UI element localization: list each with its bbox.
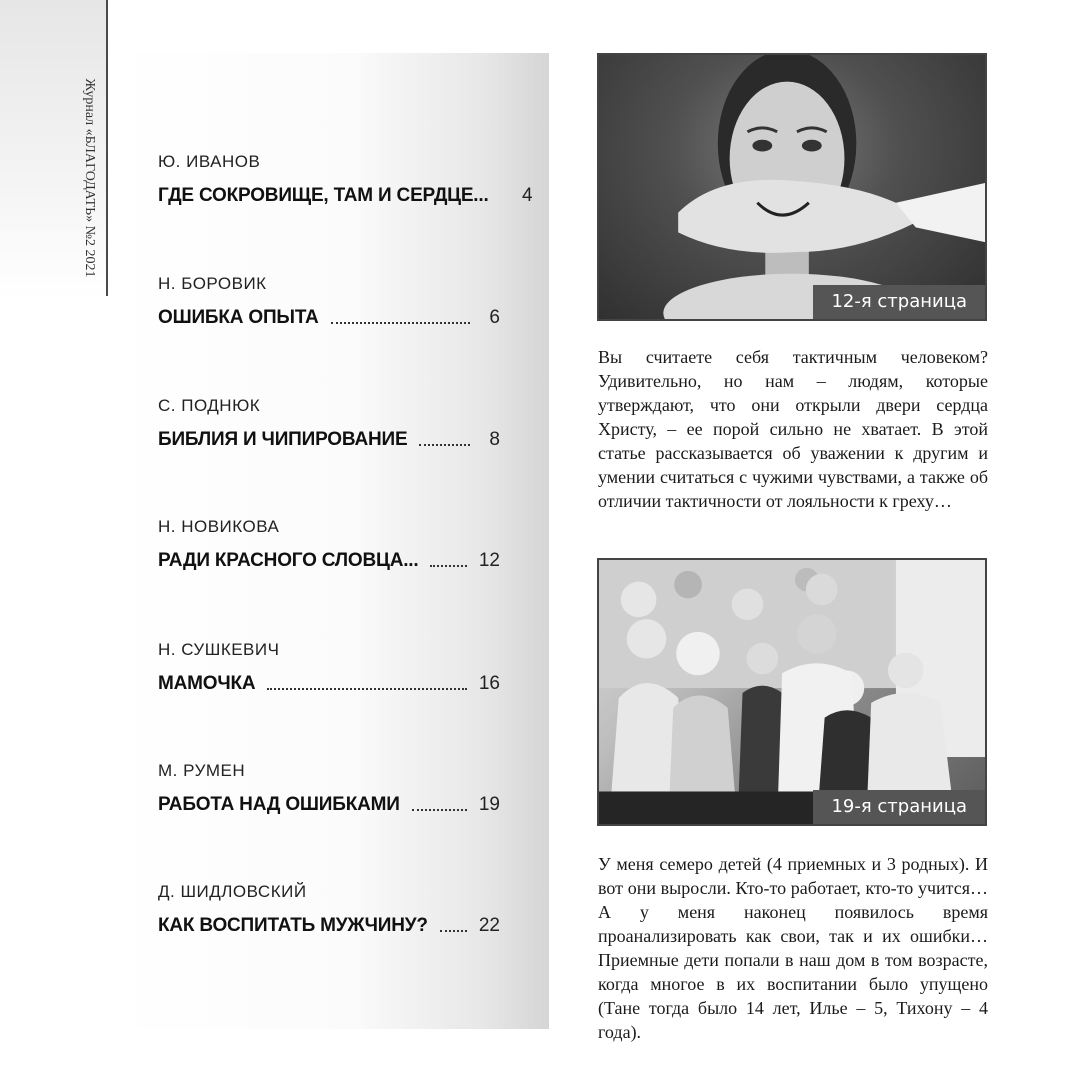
toc-leader (419, 444, 470, 446)
woman-hand-illustration (599, 55, 985, 319)
toc-author: Ю. ИВАНОВ (158, 152, 261, 171)
toc-leader (440, 930, 467, 932)
toc-author: Н. БОРОВИК (158, 274, 267, 293)
toc-author: Д. ШИДЛОВСКИЙ (158, 882, 307, 901)
toc-title-row (158, 304, 500, 330)
photo-caption-page-19: 19-я страница (813, 790, 985, 824)
toc-title-row (158, 426, 500, 452)
toc-leader (430, 565, 466, 567)
toc-entry[interactable] (158, 882, 500, 938)
toc-entry[interactable] (158, 274, 500, 330)
magazine-spine-label: Журнал «БЛАГОДАТЬ» №2 2021 (82, 78, 97, 278)
toc-page-number: 4 (521, 185, 533, 206)
photo-caption-page-12: 12-я страница (813, 285, 985, 319)
feature-teaser-text: Вы считаете себя тактичным человеком? Удивительно, но нам – людям, которые утверждают, что они открыли двери сердца Христу, – ее порой сильно не хватает. В этой статье рассказывается об уважении к другим и умении считаться с чужими чувствами, а также об отличии тактичности от лояльности к греху… (598, 347, 988, 511)
toc-entry[interactable] (158, 761, 500, 817)
spine-divider (106, 0, 108, 296)
family-group-illustration (599, 560, 985, 824)
toc-page-number: 6 (489, 307, 500, 328)
toc-title[interactable]: МАМОЧКА (158, 673, 256, 694)
toc-title[interactable]: ГДЕ СОКРОВИЩЕ, ТАМ И СЕРДЦЕ... (158, 185, 489, 206)
toc-leader (331, 322, 470, 324)
toc-page-number: 12 (478, 550, 500, 571)
toc-entry[interactable] (158, 152, 533, 208)
toc-title-row (158, 182, 533, 208)
feature-photo-family (597, 558, 987, 826)
toc-leader (412, 809, 467, 811)
toc-author: Н. СУШКЕВИЧ (158, 640, 280, 659)
toc-author: С. ПОДНЮК (158, 396, 261, 415)
toc-title-row (158, 547, 500, 573)
toc-page-number: 8 (489, 429, 500, 450)
toc-title[interactable]: КАК ВОСПИТАТЬ МУЖЧИНУ? (158, 915, 428, 936)
toc-title[interactable]: БИБЛИЯ И ЧИПИРОВАНИЕ (158, 429, 408, 450)
toc-entry[interactable] (158, 640, 500, 696)
feature-photo-woman-hand (597, 53, 987, 321)
toc-title-row (158, 912, 500, 938)
toc-author: М. РУМЕН (158, 761, 246, 780)
toc-title[interactable]: РАБОТА НАД ОШИБКАМИ (158, 794, 400, 815)
toc-page-number: 16 (478, 673, 500, 694)
toc-page-number: 19 (478, 794, 500, 815)
toc-leader (267, 688, 466, 690)
toc-author: Н. НОВИКОВА (158, 517, 280, 536)
toc-title-row (158, 791, 500, 817)
toc-title[interactable]: РАДИ КРАСНОГО СЛОВЦА... (158, 550, 419, 571)
toc-page-number: 22 (478, 915, 500, 936)
toc-entry[interactable] (158, 517, 500, 573)
toc-title[interactable]: ОШИБКА ОПЫТА (158, 307, 319, 328)
toc-entry[interactable] (158, 396, 500, 452)
toc-title-row (158, 670, 500, 696)
feature-teaser-text: У меня семеро детей (4 приемных и 3 родных). И вот они выросли. Кто-то работает, кто-то учится… А у меня наконец появилось время проанализировать как свои, так и их ошибки… Приемные дети попали в наш дом в том возрасте, когда многое в их воспитании было упущено (Тане тогда было 14 лет, Илье – 5, Тихону – 4 года). (598, 854, 988, 1042)
